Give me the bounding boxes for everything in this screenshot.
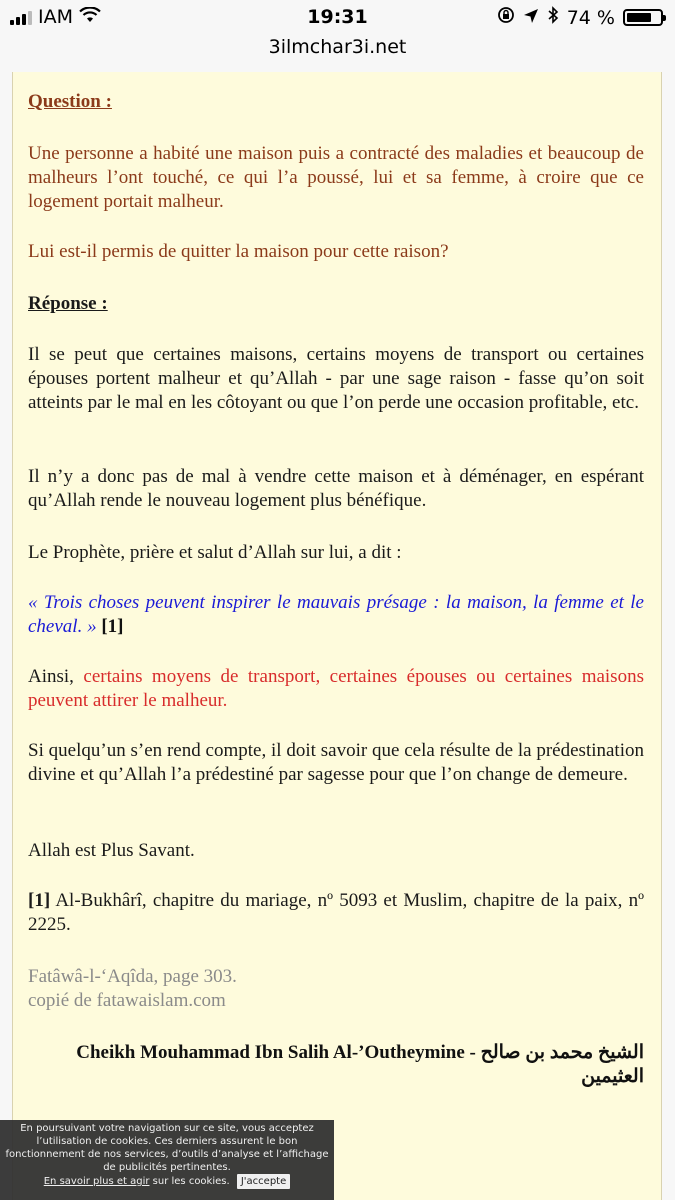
answer-paragraph-6: Si quelqu’un s’en rend compte, il doit savoir que cela résulte de la prédestination divine et qu’Allah l’a prédestiné par sagesse pour que l’on change de demeure. bbox=[28, 740, 644, 785]
footnote bbox=[28, 889, 644, 937]
battery-percent: 74 % bbox=[566, 6, 615, 29]
cookie-text: En poursuivant votre navigation sur ce site, vous acceptez l’utilisation de cookies. Ces derniers assurent le bon fonctionnement de nos services, d’outils d’analyse et l’affichage de publicités pertinentes. bbox=[5, 1123, 329, 1173]
source-line-1: Fatâwâ-l-‘Aqîda, page 303. bbox=[28, 966, 237, 987]
hadith-footnote-link[interactable]: [1] bbox=[101, 616, 124, 637]
clock: 19:31 bbox=[307, 6, 368, 28]
question-heading: Question : bbox=[28, 91, 112, 112]
cookie-banner bbox=[0, 1120, 334, 1200]
source-line-2: copié de fatawaislam.com bbox=[28, 990, 226, 1011]
bluetooth-icon bbox=[547, 6, 559, 29]
battery-icon bbox=[623, 9, 663, 26]
question-paragraph-2: Lui est-il permis de quitter la maison pour cette raison? bbox=[28, 241, 449, 262]
answer-heading: Réponse : bbox=[28, 293, 108, 314]
answer-p5-prefix: Ainsi, bbox=[28, 666, 84, 687]
url-text[interactable]: 3ilmchar3i.net bbox=[268, 36, 407, 58]
answer-paragraph-1: Il se peut que certaines maisons, certains moyens de transport ou certaines épouses portent malheur et qu’Allah - par une sage raison - fasse qu’on soit atteints par le mal en les côtoyant ou que l’on perde une occasion profitable, etc. bbox=[28, 344, 644, 413]
footnote-text: Al-Bukhârî, chapitre du mariage, nº 5093 et Muslim, chapitre de la paix, nº 2225. bbox=[28, 890, 644, 935]
footnote-marker[interactable]: [1] bbox=[28, 890, 51, 911]
status-right bbox=[497, 6, 663, 29]
cookie-footer bbox=[44, 1176, 291, 1187]
accept-cookies-button[interactable]: J'accepte bbox=[237, 1174, 290, 1189]
hadith-paragraph bbox=[28, 591, 644, 639]
location-icon bbox=[523, 7, 539, 29]
answer-paragraph-3: Le Prophète, prière et salut d’Allah sur lui, a dit : bbox=[28, 542, 402, 563]
author-signature: Cheikh Mouhammad Ibn Salih Al-’Outheymine - الشيخ محمد بن صالح العثيمين bbox=[76, 1042, 644, 1087]
answer-p5-highlight: certains moyens de transport, certaines épouses ou certaines maisons peuvent attirer le malheur. bbox=[28, 666, 644, 711]
orientation-lock-icon bbox=[497, 6, 515, 29]
answer-paragraph-2: Il n’y a donc pas de mal à vendre cette maison et à déménager, en espérant qu’Allah rende le nouveau logement plus bénéfique. bbox=[28, 466, 644, 511]
address-bar[interactable] bbox=[0, 36, 675, 70]
carrier-name: IAM bbox=[38, 6, 73, 28]
cookie-more-link[interactable]: En savoir plus et agir bbox=[43, 1176, 150, 1187]
cookie-suffix: sur les cookies. bbox=[149, 1176, 230, 1187]
answer-paragraph-5 bbox=[28, 665, 644, 713]
status-bar bbox=[0, 0, 675, 36]
article-page bbox=[12, 72, 662, 1200]
answer-paragraph-7: Allah est Plus Savant. bbox=[28, 840, 195, 861]
hadith-quote: « Trois choses peuvent inspirer le mauvais présage : la maison, la femme et le cheval. » bbox=[28, 592, 644, 637]
question-paragraph-1: Une personne a habité une maison puis a contracté des maladies et beaucoup de malheurs l’ont touché, ce qui l’a poussé, lui et sa femme, à croire que ce logement portait malheur. bbox=[28, 143, 644, 212]
